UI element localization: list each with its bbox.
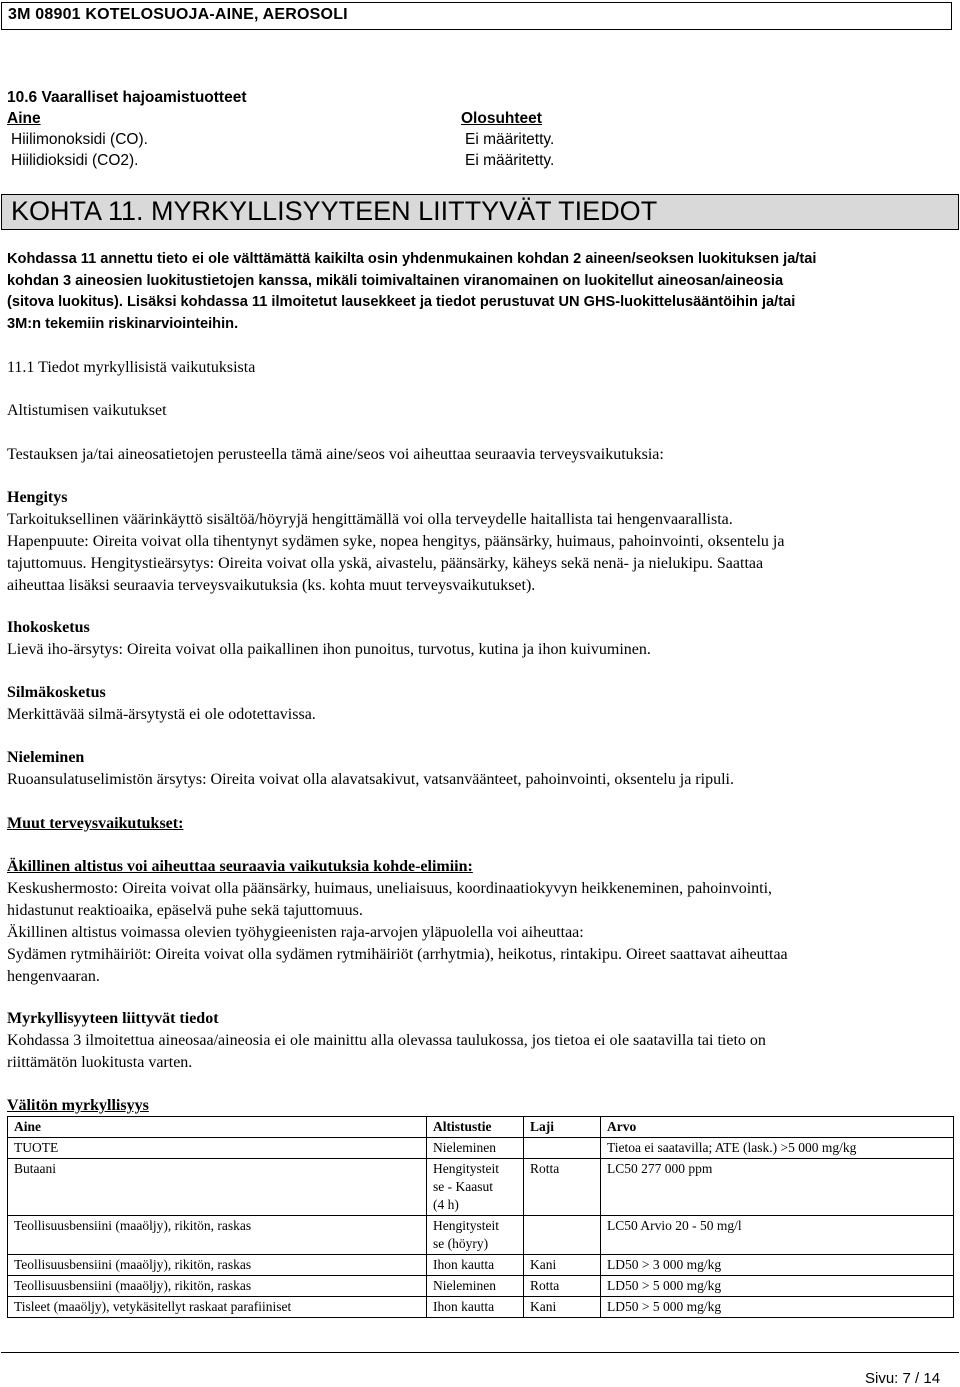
table-cell xyxy=(524,1138,601,1159)
table-cell: LD50 > 5 000 mg/kg xyxy=(601,1276,954,1297)
document-title: 3M 08901 KOTELOSUOJA-AINE, AEROSOLI xyxy=(8,6,348,23)
exposure-heading: Altistumisen vaikutukset xyxy=(7,402,167,419)
text-line: Kohdassa 3 ilmoitettua aineosaa/aineosia ei ole mainittu alla olevassa taulukossa, jos tietoa ei ole saatavilla tai tieto on xyxy=(7,1032,766,1049)
section-title: KOHTA 11. MYRKYLLISYYTEEN LIITTYVÄT TIEDOT xyxy=(11,196,658,226)
intro-line: kohdan 3 aineosien luokitustietojen kanssa, mikäli toimivaltainen viranomainen on luokitellut aineosan/aineosia xyxy=(7,272,784,289)
inhalation-text xyxy=(7,509,952,597)
ingestion-heading: Nieleminen xyxy=(7,749,85,766)
column-header: Arvo xyxy=(601,1117,954,1138)
text-line: Äkillinen altistus voimassa olevien työhygieenisten raja-arvojen yläpuolella voi aiheuttaa: xyxy=(7,924,584,941)
table-row xyxy=(8,1255,954,1276)
text-line: aiheuttaa lisäksi seuraavia terveysvaikutuksia (ks. kohta muut terveysvaikutukset). xyxy=(7,577,536,594)
table-row xyxy=(8,1216,954,1255)
target-organ-heading: Äkillinen altistus voi aiheuttaa seuraavia vaikutuksia kohde-elimiin: xyxy=(7,858,473,875)
table-cell: Teollisuusbensiini (maaöljy), rikitön, raskas xyxy=(8,1255,427,1276)
skin-heading: Ihokosketus xyxy=(7,619,90,636)
table-row xyxy=(8,1159,954,1216)
table-cell: Nieleminen xyxy=(427,1276,524,1297)
hazard-col-substance: Aine xyxy=(7,110,41,127)
text-line: Tarkoituksellinen väärinkäyttö sisältöä/höyryjä hengittämällä voi olla terveydelle haitallista tai hengenvaarallista. xyxy=(7,511,733,528)
hazard-condition: Ei määritetty. xyxy=(465,152,555,169)
table-cell: Rotta xyxy=(524,1276,601,1297)
table-row xyxy=(8,1276,954,1297)
column-header: Aine xyxy=(8,1117,427,1138)
column-header: Laji xyxy=(524,1117,601,1138)
section-intro xyxy=(7,249,952,335)
table-cell: Ihon kautta xyxy=(427,1297,524,1318)
table-cell: Tietoa ei saatavilla; ATE (lask.) >5 000 mg/kg xyxy=(601,1138,954,1159)
skin-text: Lievä iho-ärsytys: Oireita voivat olla paikallinen ihon punoitus, turvotus, kutina ja ihon kuivuminen. xyxy=(7,641,651,658)
text-line: riittämätön luokitusta varten. xyxy=(7,1054,193,1071)
table-cell: Tisleet (maaöljy), vetykäsitellyt raskaat parafiiniset xyxy=(8,1297,427,1318)
table-cell: Butaani xyxy=(8,1159,427,1216)
footer-divider xyxy=(1,1352,959,1353)
eye-text: Merkittävää silmä-ärsytystä ei ole odotettavissa. xyxy=(7,706,316,723)
table-cell: LC50 277 000 ppm xyxy=(601,1159,954,1216)
text-line: Hapenpuute: Oireita voivat olla tihentynyt sydämen syke, nopea hengitys, päänsärky, huimaus, pahoinvointi, oksentelu ja xyxy=(7,533,785,550)
table-cell: LC50 Arvio 20 - 50 mg/l xyxy=(601,1216,954,1255)
text-line: tajuttomuus. Hengitystieärsytys: Oireita voivat olla yskä, aivastelu, päänsärky, käheys sekä nenä- ja nielukipu. Saattaa xyxy=(7,555,764,572)
tox-info-heading: Myrkyllisyyteen liittyvät tiedot xyxy=(7,1010,219,1027)
text-line: hengenvaaran. xyxy=(7,968,100,985)
intro-line: Kohdassa 11 annettu tieto ei ole välttämättä kaikilta osin yhdenmukainen kohdan 2 aineen/seoksen luokituksen ja/tai xyxy=(7,251,817,267)
table-cell: Hengitysteit se (höyry) xyxy=(427,1216,524,1255)
inhalation-heading: Hengitys xyxy=(7,489,68,506)
hazard-condition: Ei määritetty. xyxy=(465,131,555,148)
table-cell: LD50 > 5 000 mg/kg xyxy=(601,1297,954,1318)
table-cell: LD50 > 3 000 mg/kg xyxy=(601,1255,954,1276)
table-cell: Teollisuusbensiini (maaöljy), rikitön, raskas xyxy=(8,1276,427,1297)
table-header-row xyxy=(8,1117,954,1138)
hazard-substance: Hiilidioksidi (CO2). xyxy=(11,152,139,169)
acute-toxicity-table xyxy=(7,1116,954,1318)
table-cell: TUOTE xyxy=(8,1138,427,1159)
table-row xyxy=(8,1297,954,1318)
table-cell: Rotta xyxy=(524,1159,601,1216)
table-row xyxy=(8,1138,954,1159)
hazard-col-conditions: Olosuhteet xyxy=(461,110,542,127)
text-line: Keskushermosto: Oireita voivat olla päänsärky, huimaus, uneliaisuus, koordinaatiokyvyn heikkeneminen, pahoinvointi, xyxy=(7,880,773,897)
acute-toxicity-heading: Välitön myrkyllisyys xyxy=(7,1097,149,1114)
table-cell: Kani xyxy=(524,1297,601,1318)
target-organ-text xyxy=(7,878,952,988)
table-cell: Kani xyxy=(524,1255,601,1276)
table-cell xyxy=(524,1216,601,1255)
other-effects-heading: Muut terveysvaikutukset: xyxy=(7,815,184,832)
hazard-heading: 10.6 Vaaralliset hajoamistuotteet xyxy=(7,89,247,106)
text-line: hidastunut reaktioaika, epäselvä puhe sekä tajuttomuus. xyxy=(7,902,363,919)
text-line: Sydämen rytmihäiriöt: Oireita voivat olla sydämen rytmihäiriöt (arrhytmia), heikotus, rintakipu. Oireet saattavat aiheuttaa xyxy=(7,946,788,963)
table-cell: Hengitysteit se - Kaasut (4 h) xyxy=(427,1159,524,1216)
subsection-heading: 11.1 Tiedot myrkyllisistä vaikutuksista xyxy=(7,359,256,376)
tox-info-text xyxy=(7,1030,952,1074)
ingestion-text: Ruoansulatuselimistön ärsytys: Oireita voivat olla alavatsakivut, vatsanväänteet, pahoinvointi, oksentelu ja ripuli. xyxy=(7,771,734,788)
intro-line: (sitova luokitus). Lisäksi kohdassa 11 ilmoitetut lausekkeet ja tiedot perustuvat UN GHS-luokittelusääntöihin ja/tai xyxy=(7,294,796,310)
table-cell: Nieleminen xyxy=(427,1138,524,1159)
table-cell: Teollisuusbensiini (maaöljy), rikitön, raskas xyxy=(8,1216,427,1255)
intro-line: 3M:n tekemiin riskinarviointeihin. xyxy=(7,315,239,332)
table-cell: Ihon kautta xyxy=(427,1255,524,1276)
page-number: Sivu: 7 / 14 xyxy=(865,1370,941,1387)
hazard-substance: Hiilimonoksidi (CO). xyxy=(11,131,148,148)
health-effects-intro: Testauksen ja/tai aineosatietojen perusteella tämä aine/seos voi aiheuttaa seuraavia terveysvaikutuksia: xyxy=(7,446,664,463)
column-header: Altistustie xyxy=(427,1117,524,1138)
eye-heading: Silmäkosketus xyxy=(7,684,106,701)
